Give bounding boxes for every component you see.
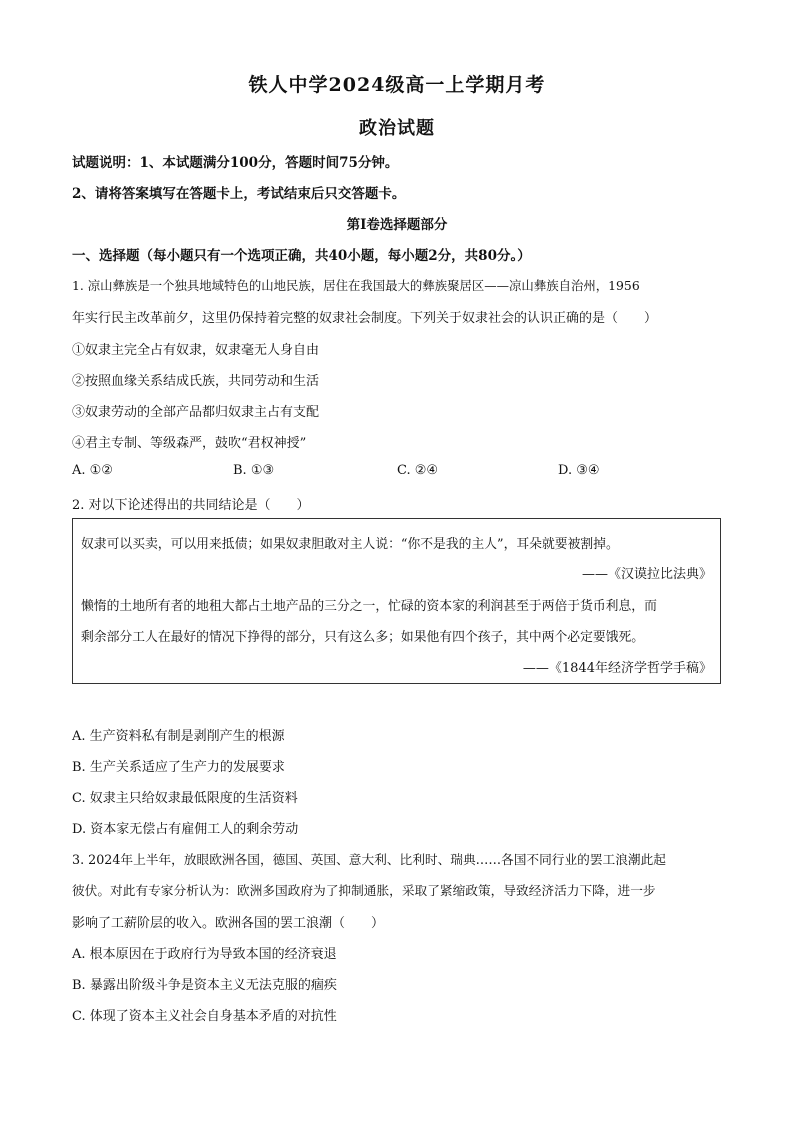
answer-option: D. 资本家无偿占有雇佣工人的剩余劳动: [72, 822, 299, 837]
question-1-stem: 年实行民主改革前夕，这里仍保持着完整的奴隶社会制度。下列关于奴隶社会的认识正确的是（ ）: [72, 311, 658, 326]
instruction-line: 2、请将答案填写在答题卡上，考试结束后只交答题卡。: [72, 186, 406, 202]
answer-option: A. ①②: [72, 463, 113, 478]
quote-text: 剩余部分工人在最好的情况下挣得的部分，只有这么多；如果他有四个孩子，其中两个必定要饿死。: [81, 630, 645, 645]
quote-text: 懒惰的土地所有者的地租大都占土地产品的三分之一，忙碌的资本家的利润甚至于两倍于货币利息，而: [81, 599, 657, 614]
answer-option: C. ②④: [397, 463, 439, 478]
quote-box: [72, 518, 721, 684]
statement-item: ①奴隶主完全占有奴隶，奴隶毫无人身自由: [72, 343, 320, 358]
quote-source: ——《汉谟拉比法典》: [581, 567, 712, 582]
answer-option: B. 生产关系适应了生产力的发展要求: [72, 760, 285, 775]
question-3-stem: 3. 2024年上半年，放眼欧洲各国，德国、英国、意大利、比利时、瑞典……各国不同行业的罢工浪潮此起: [72, 852, 666, 867]
exam-subject: 政治试题: [359, 118, 435, 139]
part-heading: 一、选择题（每小题只有一个选项正确，共40小题，每小题2分，共80分。）: [72, 248, 531, 264]
section-title: 第Ⅰ卷选择题部分: [346, 217, 448, 233]
statement-item: ②按照血缘关系结成氏族，共同劳动和生活: [72, 374, 320, 389]
question-3-stem: 影响了工薪阶层的收入。欧洲各国的罢工浪潮（ ）: [72, 916, 385, 931]
answer-option: C. 奴隶主只给奴隶最低限度的生活资料: [72, 791, 298, 806]
answer-option: A. 根本原因在于政府行为导致本国的经济衰退: [72, 947, 337, 962]
instruction-line: 试题说明：1、本试题满分100分，答题时间75分钟。: [72, 155, 399, 171]
answer-option: C. 体现了资本主义社会自身基本矛盾的对抗性: [72, 1009, 337, 1024]
quote-text: 奴隶可以买卖，可以用来抵债；如果奴隶胆敢对主人说：“你不是我的主人”，耳朵就要被割掉。: [81, 537, 619, 552]
statement-item: ④君主专制、等级森严，鼓吹“君权神授”: [72, 436, 307, 451]
answer-option: B. ①③: [233, 463, 275, 478]
quote-source: ——《1844年经济学哲学手稿》: [522, 661, 712, 676]
exam-title: 铁人中学2024级高一上学期月考: [248, 74, 546, 96]
answer-option: B. 暴露出阶级斗争是资本主义无法克服的痼疾: [72, 978, 337, 993]
answer-option: A. 生产资料私有制是剥削产生的根源: [72, 729, 285, 744]
question-1-stem: 1. 凉山彝族是一个独具地域特色的山地民族，居住在我国最大的彝族聚居区——凉山彝族自治州，1956: [72, 278, 640, 293]
question-2-stem: 2. 对以下论述得出的共同结论是（ ）: [72, 498, 310, 513]
question-3-stem: 彼伏。对此有专家分析认为：欧洲多国政府为了抑制通胀，采取了紧缩政策，导致经济活力下降，进一步: [72, 883, 656, 898]
answer-option: D. ③④: [558, 463, 600, 478]
statement-item: ③奴隶劳动的全部产品都归奴隶主占有支配: [72, 405, 320, 420]
